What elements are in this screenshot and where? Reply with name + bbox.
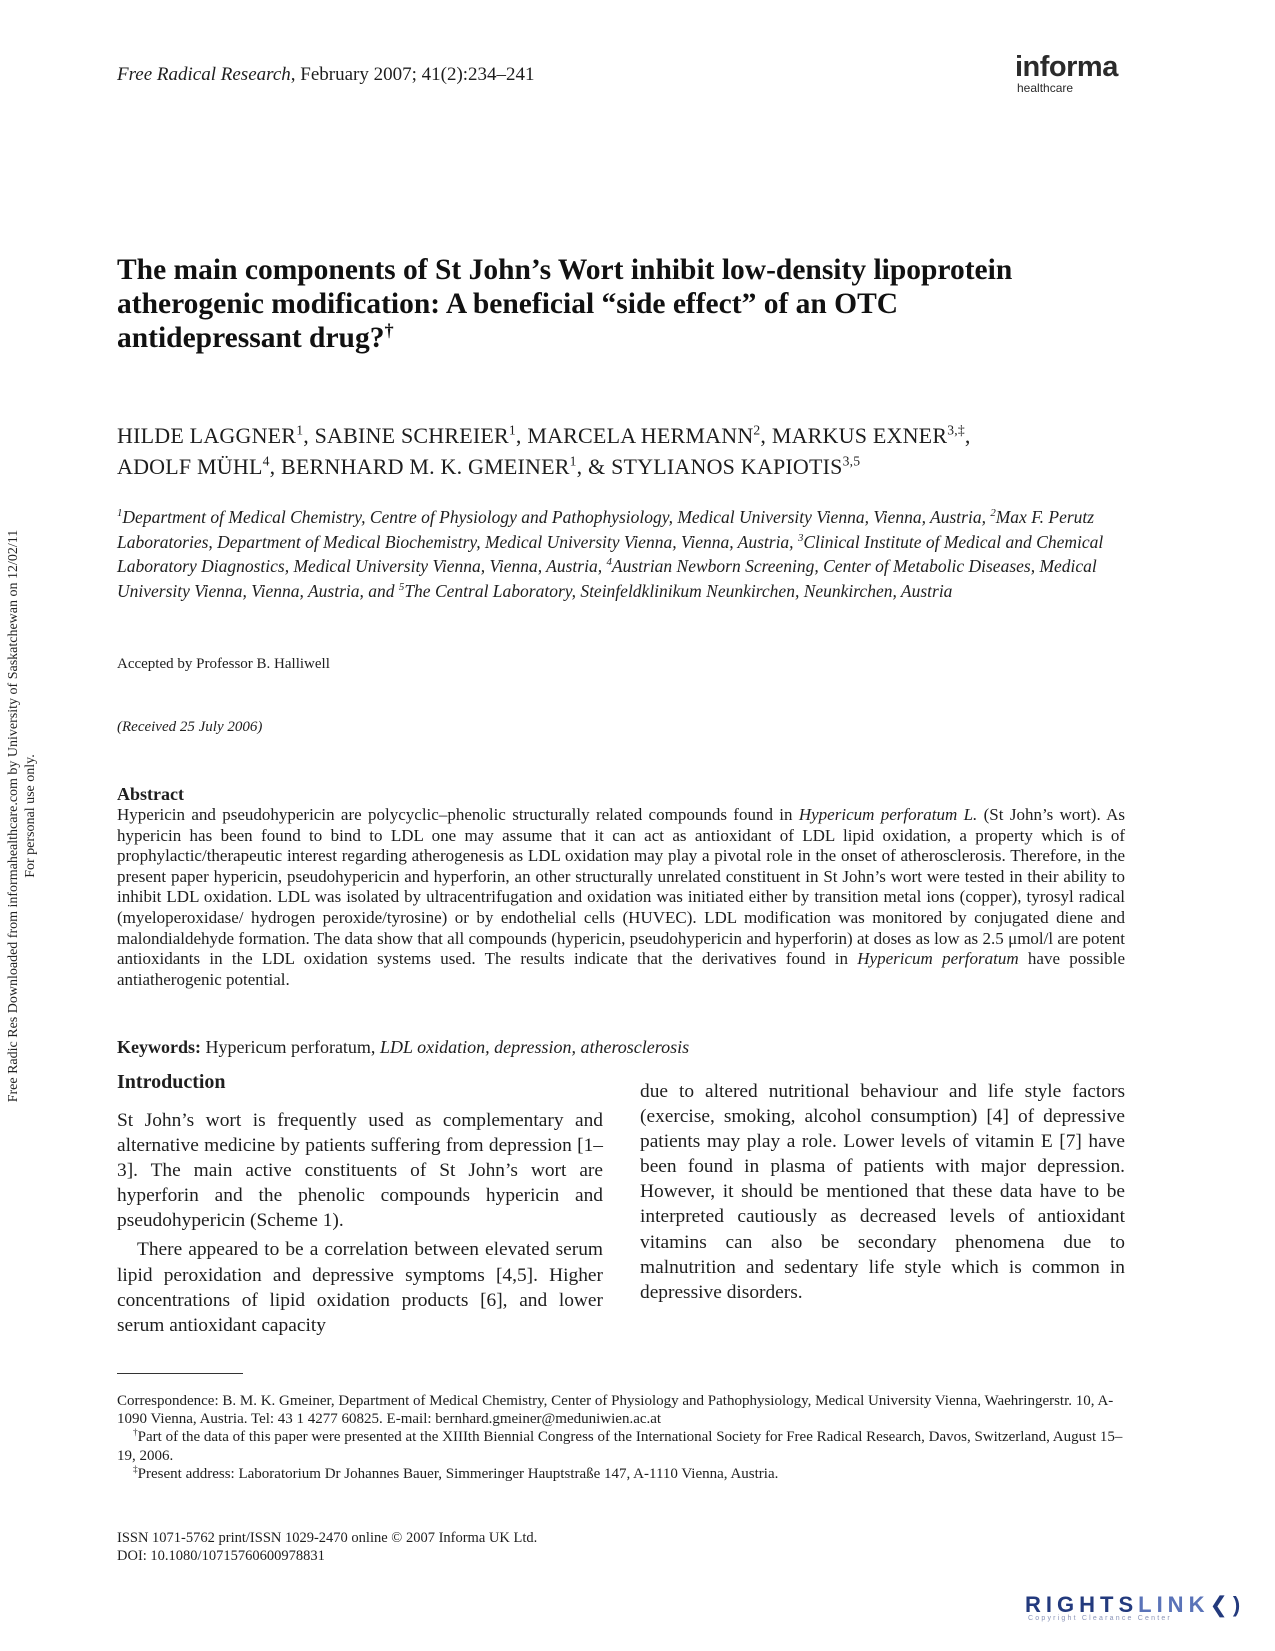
author-separator: , xyxy=(515,423,528,448)
footnote-text: Part of the data of this paper were presented at the XIIIth Biennial Congress of the International Society for Free Radical Research, Davos, Switzerland, August 15–19, 2006. xyxy=(117,1429,1123,1464)
title-line-3: antidepressant drug? xyxy=(117,322,385,354)
rightslink-subtitle: Copyright Clearance Center xyxy=(1028,1615,1172,1622)
affiliation-text: Max F. Perutz Laboratories, Department of Medical Biochemistry, Medical University Vienna, Vienna, Austria, xyxy=(117,507,1095,552)
rightslink-rights-text: RIGHTS xyxy=(1025,1592,1139,1617)
affiliation-number: 3 xyxy=(797,531,804,544)
author-affiliation-mark: 3,‡ xyxy=(947,422,965,438)
rightslink-link-text: LINK xyxy=(1138,1592,1210,1617)
author-name: SABINE SCHREIER xyxy=(314,423,509,448)
footnote-mark: † xyxy=(133,1428,138,1439)
author-affiliation-mark: 3,5 xyxy=(842,453,861,469)
abstract-heading: Abstract xyxy=(117,784,184,804)
author-name: BERNHARD M. K. GMEINER xyxy=(281,454,570,479)
download-watermark xyxy=(5,466,39,1166)
affiliation-text: The Central Laboratory, Steinfeldklinikum Neunkirchen, Neunkirchen, Austria xyxy=(404,580,953,601)
logo-sub-text: healthcare xyxy=(1017,81,1074,95)
received-date: (Received 25 July 2006) xyxy=(117,719,263,735)
watermark-line-1: Free Radic Res Downloaded from informahealthcare.com by University of Saskatchewan on 12/02/11 xyxy=(6,529,21,1103)
rightslink-arrow-icon: ❮) xyxy=(1209,1592,1246,1617)
title-footnote-mark: † xyxy=(384,320,394,341)
footnote-mark: ‡ xyxy=(133,1464,138,1475)
article-title xyxy=(117,253,1137,355)
author-affiliation-mark: 1 xyxy=(508,422,516,438)
logo-main-text: informa xyxy=(1015,51,1118,83)
footnotes xyxy=(117,1392,1127,1483)
author-affiliation-mark: 4 xyxy=(262,453,270,469)
journal-issue: , February 2007; 41(2):234–241 xyxy=(290,64,535,85)
affiliation-text: Austrian Newborn Screening, Center of Metabolic Diseases, Medical University Vienna, Vienna, Austria, and xyxy=(117,556,1097,601)
issn-doi xyxy=(117,1530,537,1565)
affiliation-number: 4 xyxy=(606,556,612,569)
body-paragraph: due to altered nutritional behaviour and life style factors (exercise, smoking, alcohol consumption) [4] of depressive patients may play a role. Lower levels of vitamin E [7] have been found in plasma of patients with major depression. However, it should be mentioned that these data have to be interpreted cautiously as decreased levels of antioxidant vitamins can also be secondary phenomena due to malnutrition and sedentary life style which is common in depressive disorders. xyxy=(640,1081,1125,1303)
double-dagger-footnote xyxy=(117,1465,1127,1483)
keyword-first: Hypericum perforatum, xyxy=(205,1037,376,1057)
abstract-species-name: Hypericum perforatum L. xyxy=(798,805,978,824)
author-line-1 xyxy=(117,420,1137,451)
body-paragraph: St John’s wort is frequently used as complementary and alternative medicine by patients suffering from depression [1–3]. The main active constituents of St John’s wort are hyperforin and the phenolic compounds hypericin and pseudohypericin (Scheme 1). xyxy=(117,1110,603,1232)
author-affiliation-mark: 2 xyxy=(753,422,761,438)
author-affiliation-mark: 1 xyxy=(296,422,304,438)
dagger-footnote xyxy=(117,1428,1127,1464)
author-name: MARCELA HERMANN xyxy=(527,423,754,448)
author-name: HILDE LAGGNER xyxy=(117,423,297,448)
body-column-left xyxy=(117,1071,603,1338)
affiliation-text: Department of Medical Chemistry, Centre of Physiology and Pathophysiology, Medical University Vienna, Vienna, Austria, xyxy=(122,507,991,527)
author-list xyxy=(117,420,1137,482)
introduction-heading: Introduction xyxy=(117,1071,226,1093)
author-separator: , & xyxy=(576,454,612,479)
body-paragraph: There appeared to be a correlation between elevated serum lipid peroxidation and depressive symptoms [4,5]. Higher concentrations of lipid oxidation products [6], and lower serum antioxidant capacity xyxy=(117,1239,603,1336)
abstract-text: Hypericin and pseudohypericin are polycyclic–phenolic structurally related compounds found in xyxy=(117,805,799,824)
author-separator: , xyxy=(303,423,315,448)
correspondence-footnote: Correspondence: B. M. K. Gmeiner, Department of Medical Chemistry, Center of Physiology and Pathophysiology, Medical University Vienna, Waehringerstr. 10, A-1090 Vienna, Austria. Tel: 43 1 4277 60825. E-mail: bernhard.gmeiner@meduniwien.ac.at xyxy=(117,1393,1114,1428)
author-name: ADOLF MÜHL xyxy=(117,454,263,479)
rightslink-logo[interactable] xyxy=(1025,1592,1260,1622)
affiliation-number: 5 xyxy=(398,580,405,593)
journal-name: Free Radical Research xyxy=(117,64,291,85)
journal-citation xyxy=(117,64,535,86)
affiliation-text: Clinical Institute of Medical and Chemical Laboratory Diagnostics, Medical University Vienna, Vienna, Austria, xyxy=(117,531,1104,576)
body-column-right xyxy=(640,1079,1125,1305)
author-line-2 xyxy=(117,451,1137,482)
accepted-by: Accepted by Professor B. Halliwell xyxy=(117,656,330,672)
author-separator: , xyxy=(760,423,772,448)
watermark-line-2: For personal use only. xyxy=(23,754,38,878)
abstract-body xyxy=(117,805,1125,990)
footnote-divider xyxy=(117,1373,243,1374)
author-separator: , xyxy=(964,423,971,448)
doi-line: DOI: 10.1080/10715760600978831 xyxy=(117,1547,325,1564)
author-affiliation-mark: 1 xyxy=(569,453,577,469)
abstract-species-name: Hypericum perforatum xyxy=(857,949,1019,969)
keywords-label: Keywords: xyxy=(117,1037,201,1057)
keyword-list: LDL oxidation, depression, atherosclerosis xyxy=(379,1037,690,1057)
affiliation-number: 2 xyxy=(990,507,996,520)
title-line-1: The main components of St John’s Wort inhibit low-density lipoprotein xyxy=(117,254,1013,286)
issn-line: ISSN 1071-5762 print/ISSN 1029-2470 online © 2007 Informa UK Ltd. xyxy=(117,1530,538,1546)
affiliations xyxy=(117,505,1132,603)
abstract-text: (St John’s wort). As hypericin has been found to bind to LDL one may assume that it can act as antioxidant of LDL lipid oxidation, a property which is of prophylactic/therapeutic interest regarding atherogenesis as LDL oxidation may play a pivotal role in the onset of atherosclerosis. Therefore, in the present paper hypericin, pseudohypericin and hyperforin, an other structurally unrelated constituent in St John’s wort were tested in their ability to inhibit LDL oxidation. LDL was isolated by ultracentrifugation and oxidation was initiated either by transition metal ions (copper), tyrosyl radical (myeloperoxidase/ hydrogen peroxide/tyrosine) or by endothelial cells (HUVEC). LDL modification was monitored by conjugated diene and malondialdehyde formation. The data show that all compounds (hypericin, pseudohypericin and hyperforin) at doses as low as 2.5 μmol/l are potent antioxidants in the LDL oxidation systems used. The results indicate that the derivatives found in xyxy=(117,805,1125,969)
footnote-text: Present address: Laboratorium Dr Johannes Bauer, Simmeringer Hauptstraße 147, A-1110 Vienna, Austria. xyxy=(137,1465,779,1482)
affiliation-number: 1 xyxy=(117,507,123,520)
author-name: MARKUS EXNER xyxy=(771,423,948,448)
author-name: STYLIANOS KAPIOTIS xyxy=(611,454,843,479)
author-separator: , xyxy=(269,454,282,479)
abstract-text: have possible antiatherogenic potential. xyxy=(117,949,1125,989)
title-line-2: atherogenic modification: A beneficial “side effect” of an OTC xyxy=(117,288,899,320)
informa-healthcare-logo xyxy=(1015,52,1127,95)
keywords xyxy=(117,1037,689,1058)
